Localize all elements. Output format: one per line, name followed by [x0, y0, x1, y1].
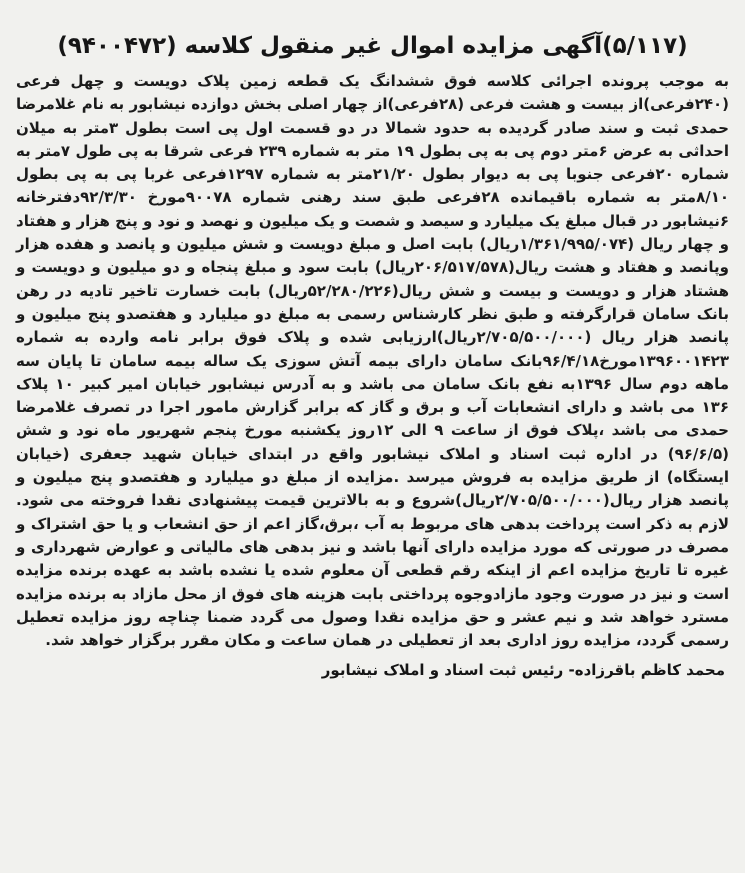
- notice-title: (۵/۱۱۷)آگهی مزایده اموال غیر منقول کلاسه (۹۴۰۰۴۷۲): [57, 33, 688, 59]
- notice-body: به موجب پرونده اجرائی کلاسه فوق ششدانگ یک قطعه زمین پلاک دویست و چهل فرعی (۲۴۰فرعی)از بیست و هشت فرعی (۲۸فرعی)از چهار اصلی بخش دوازده نیشابور به نام غلامرضا حمدی ثبت و سند صادر گردیده به حدود شمالا در دو قسمت اول پی است بطول ۳متر به میلان احداثی به عرض ۶متر دوم پی به پی بطول ۱۹ متر به شماره ۲۳۹ فرعی شرقا به پی طول ۷متر به شماره ۲۰فرعی جنوبا پی به دیوار بطول ۲۱/۲۰متر به شماره ۱۲۹۷فرعی غربا پی به پی بطول ۸/۱۰متر به شماره باقیمانده ۲۸فرعی طبق سند رهنی شماره ۹۰۰۷۸مورخ ۹۲/۳/۳۰دفترخانه ۶نیشابور در قبال مبلغ یک میلیارد و سیصد و شصت و یک میلیون و نهصد و نود و پنج هزار و هفتاد و چهار ریال (۱/۳۶۱/۹۹۵/۰۷۴ریال) بابت اصل و مبلغ دویست و شش میلیون و پانصد و هفده هزار وپانصد و هفتاد و هشت ریال(۲۰۶/۵۱۷/۵۷۸ریال) بابت سود و مبلغ پنجاه و دو میلیون و دویست و هشتاد هزار و دویست و بیست و شش ریال(۵۲/۲۸۰/۲۲۶ریال) بابت خسارت تاخیر تادیه در رهن بانک سامان قرارگرفته و طبق نظر کارشناس رسمی به مبلغ دو میلیارد و هفتصدو پنج میلیون و پانصد هزار ریال (۲/۷۰۵/۵۰۰/۰۰۰ریال)ارزیابی شده و پلاک فوق برابر نامه وارده به شماره ۱۳۹۶۰۰۱۴۲۳مورخ۹۶/۴/۱۸بانک سامان دارای بیمه آتش سوزی یک ساله بیمه سامان تا پایان سه ماهه دوم سال ۱۳۹۶به نفع بانک سامان می باشد و به آدرس نیشابور خیابان امیر کبیر ۱۰ پلاک ۱۳۶ می باشد و دارای انشعابات آب و برق و گاز که برابر گزارش مامور اجرا در تصرف غلامرضا حمدی می باشد ،پلاک فوق از ساعت ۹ الی ۱۲روز یکشنبه مورخ پنجم شهریور ماه نود و شش (۹۶/۶/۵) در اداره ثبت اسناد و املاک نیشابور واقع در ابتدای خیابان شهید جعفری (خیابان ایستگاه) از طریق مزایده به فروش میرسد .مزایده از مبلغ دو میلیارد و هفتصدو پنج میلیون و پانصد هزار ریال(۲/۷۰۵/۵۰۰/۰۰۰ریال)شروع و به بالاترین قیمت پیشنهادی نقدا فروخته می شود. لازم به ذکر است پرداخت بدهی های مربوط به آب ،برق،گاز اعم از حق انشعاب و یا حق اشتراک و مصرف در صورتی که مورد مزایده دارای آنها باشد و نیز بدهی های مالیاتی و عوارض شهرداری و غیره تا تاریخ مزایده اعم از اینکه رقم قطعی آن معلوم شده یا نشده باشد به عهده برنده مزایده است و نیز در صورت وجود مازادوجوه پرداختی بابت هزینه های فوق از محل مازاد به برنده مزایده مسترد خواهد شد و نیم عشر و حق مزایده نقدا وصول می گردد ضمنا چناچه روز مزایده تعطیل رسمی گردد، مزایده روز اداری بعد از تعطیلی در همان ساعت و مکان مقرر برگزار خواهد شد.: [16, 72, 730, 650]
- notice-signature: محمد کاظم باقرزاده- رئیس ثبت اسناد و املاک نیشابور: [321, 661, 725, 680]
